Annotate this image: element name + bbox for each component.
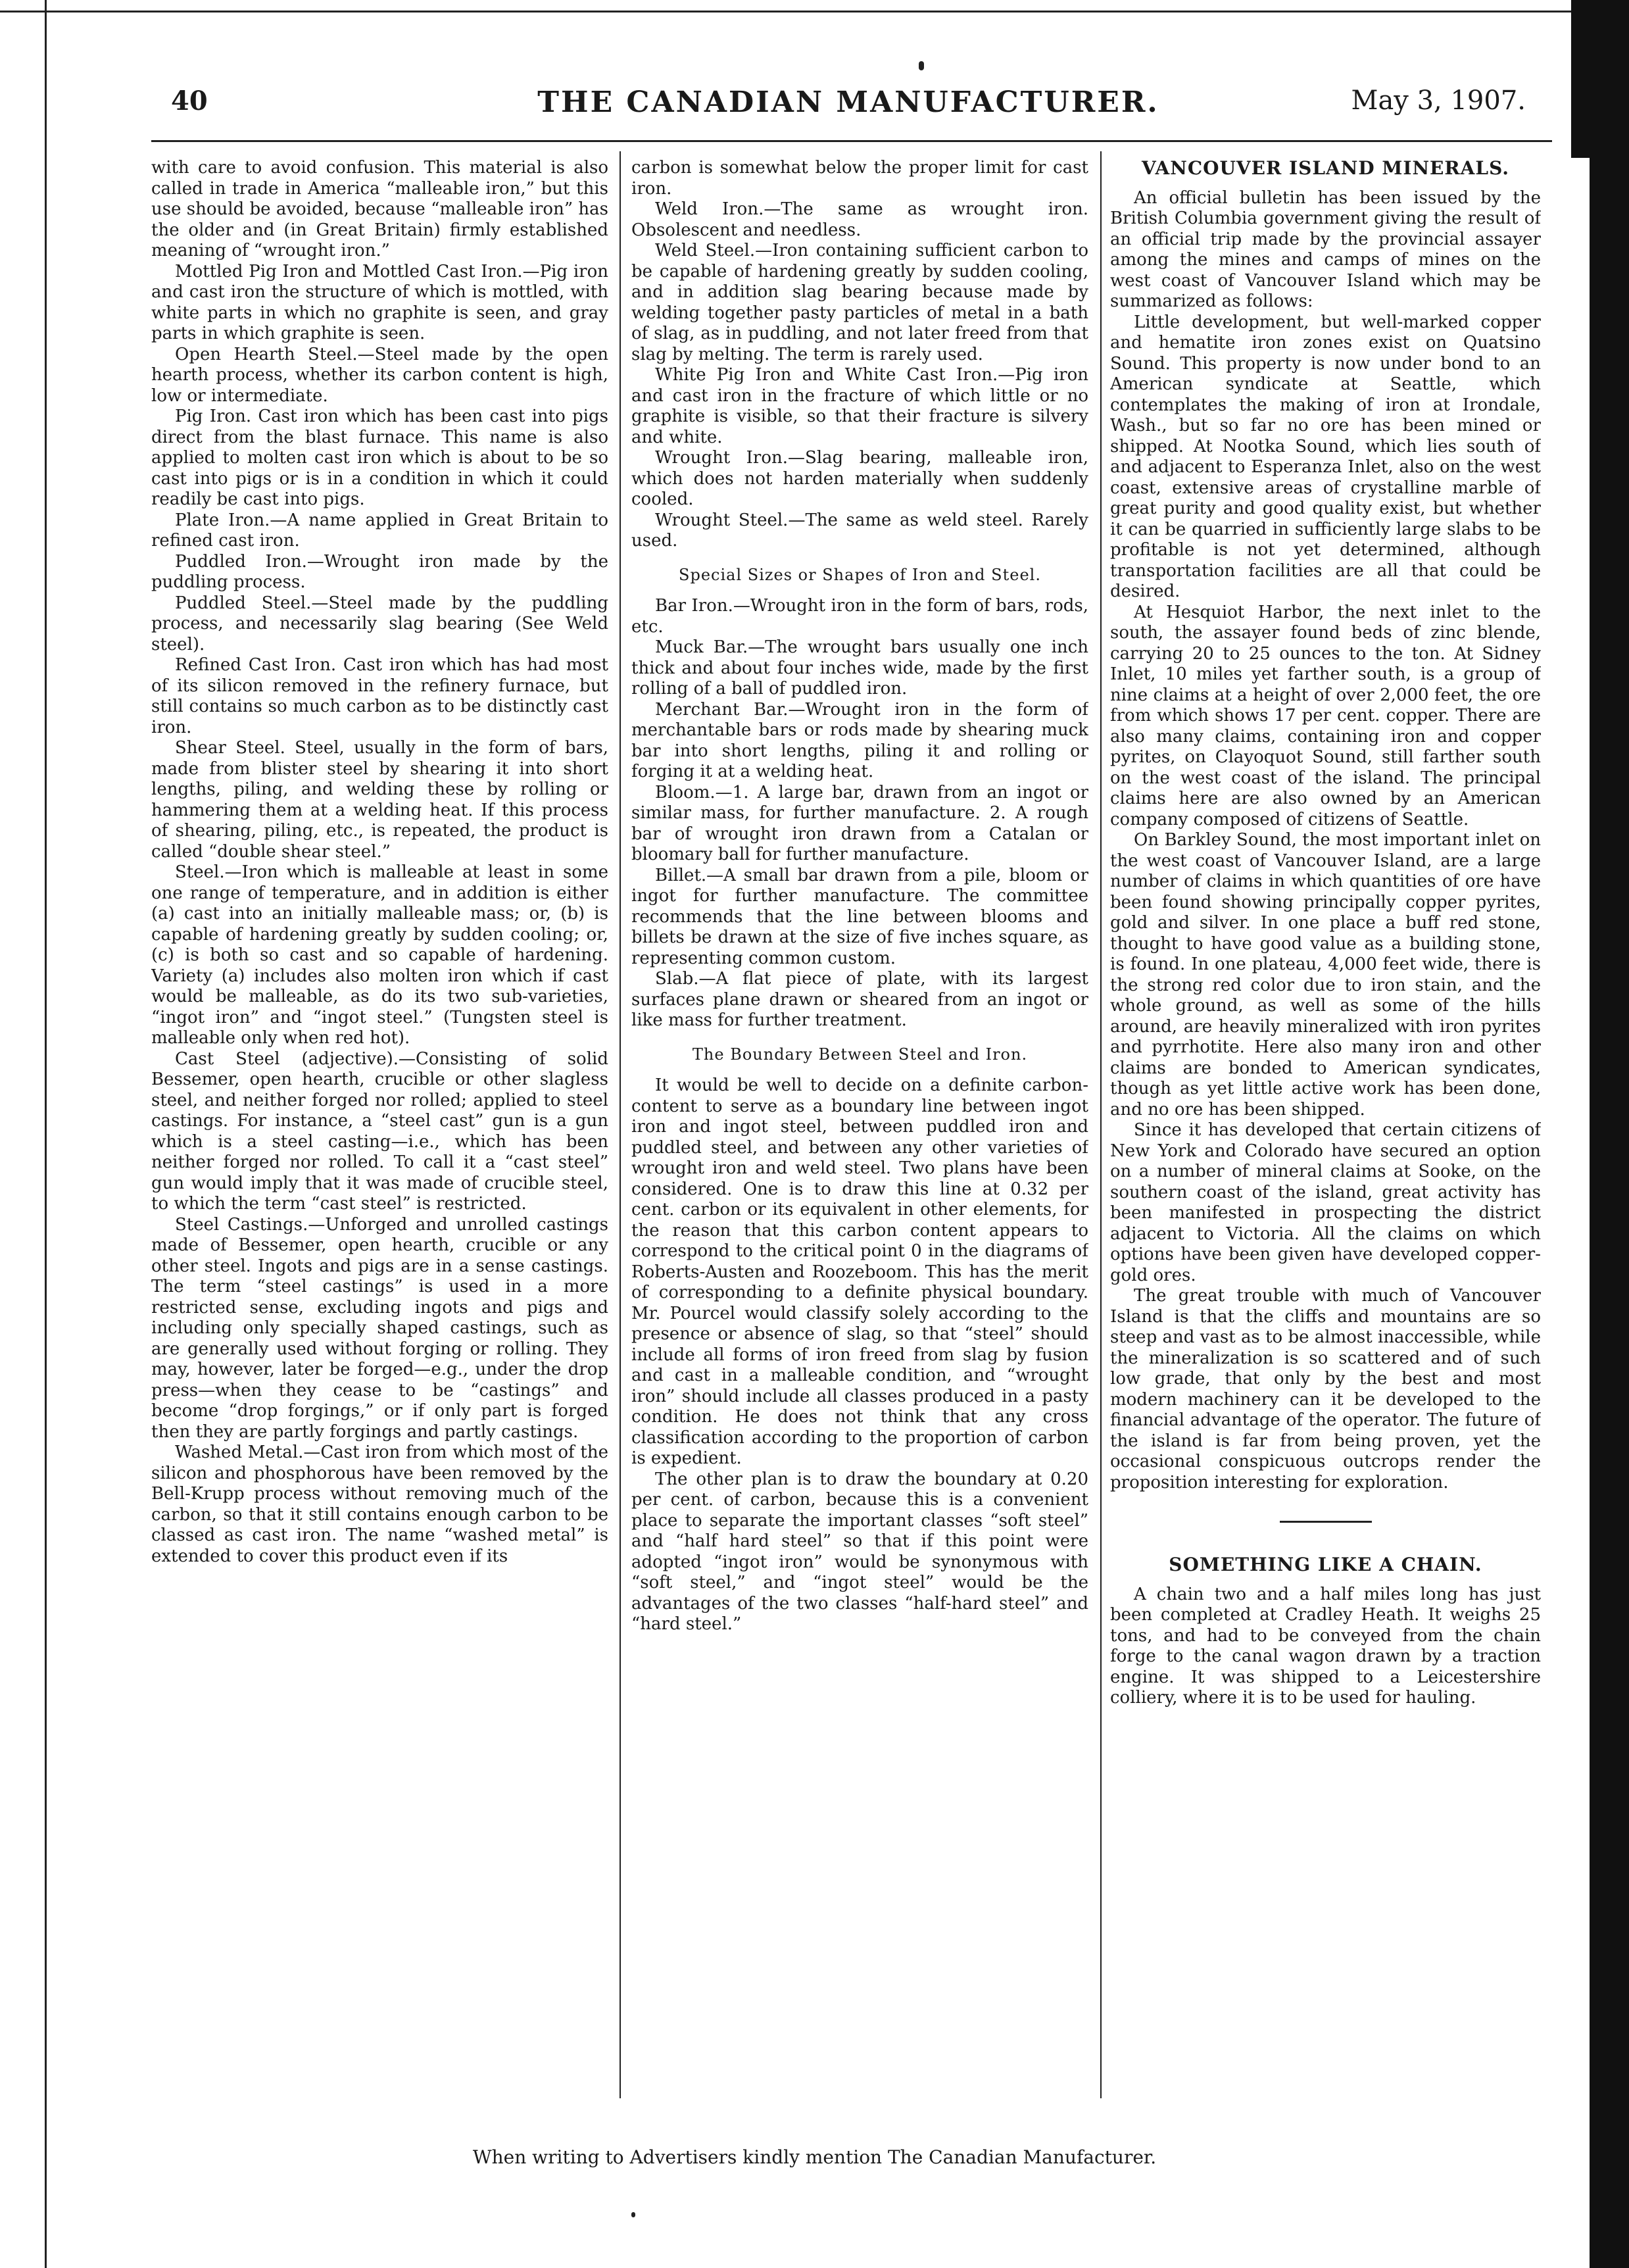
advertiser-footer: When writing to Advertisers kindly mention The Canadian Manufacturer. [472, 2146, 1157, 2168]
issue-date: May 3, 1907. [1351, 86, 1526, 116]
paragraph: Wrought Iron.—Slag bearing, malleable iron, which does not harden materially when suddenly cooled. [631, 448, 1088, 509]
paragraph: Puddled Steel.—Steel made by the puddling process, and necessarily slag bearing (See Weld steel). [151, 593, 608, 654]
paragraph: A chain two and a half miles long has just been completed at Cradley Heath. It weighs 25 tons, and had to be conveyed from the chain forge to the canal wagon drawn by a traction engine. It was shipped to a Leicestershire colliery, where it is to be used for hauling. [1110, 1584, 1541, 1708]
ink-mark [631, 2212, 635, 2217]
paragraph: Open Hearth Steel.—Steel made by the open hearth process, whether its carbon content is high, low or intermediate. [151, 344, 608, 406]
paragraph: Shear Steel. Steel, usually in the form of bars, made from blister steel by shearing it into short lengths, piling, and welding these by rolling or hammering them at a welding heat. If this process of shearing, piling, etc., is repeated, the product is called “double shear steel.” [151, 738, 608, 862]
page-header [171, 86, 1526, 138]
left-border [45, 0, 47, 2268]
paragraph: At Hesquiot Harbor, the next inlet to the south, the assayer found beds of zinc blende, carrying 20 to 25 ounces to the ton. At Sidney Inlet, 10 miles yet farther south, is a group of nine claims at a height of over 2,000 feet, the ore from which shows 17 per cent. copper. There are also many claims, containing iron and copper pyrites, on Clayoquot Sound, still farther south on the west coast of the island. The principal claims here are also owned by an American company composed of citizens of Seattle. [1110, 602, 1541, 829]
paragraph: Weld Iron.—The same as wrought iron. Obsolescent and needless. [631, 199, 1088, 240]
paragraph: Bar Iron.—Wrought iron in the form of bars, rods, etc. [631, 596, 1088, 637]
article-heading-chain: SOMETHING LIKE A CHAIN. [1169, 1554, 1482, 1575]
paragraph: Cast Steel (adjective).—Consisting of solid Bessemer, open hearth, crucible or other slagless steel, and neither forged nor rolled; applied to steel castings. For instance, a “steel cast” gun is a gun which is a steel casting—i.e., which has been neither forged nor rolled. To call it a “cast steel” gun would imply that it was made of crucible steel, to which the term “cast steel” is restricted. [151, 1048, 608, 1214]
article-heading-vancouver: VANCOUVER ISLAND MINERALS. [1141, 158, 1510, 179]
paragraph: Steel.—Iron which is malleable at least in some one range of temperature, and in addition is either (a) cast into an initially malleable mass; or, (b) is capable of hardening greatly by sudden cooling; or, (c) is both so cast and so capable of hardening. Variety (a) includes also molten iron which if cast would be malleable, as do its two sub-varieties, “ingot iron” and “ingot steel.” (Tungsten steel is malleable only when red hot). [151, 862, 608, 1048]
publication-title: THE CANADIAN MANUFACTURER. [537, 86, 1159, 119]
paragraph: Merchant Bar.—Wrought iron in the form of merchantable bars or rods made by shearing muck bar into short lengths, piling it and rolling or forging it at a welding heat. [631, 699, 1088, 781]
section-heading-boundary: The Boundary Between Steel and Iron. [692, 1045, 1028, 1064]
paragraph: Wrought Steel.—The same as weld steel. Rarely used. [631, 510, 1088, 551]
paragraph: Little development, but well-marked copper and hematite iron zones exist on Quatsino Sound. This property is now under bond to an American syndicate at Seattle, which contemplates the making of iron at Irondale, Wash., but so far no ore has been mined or shipped. At Nootka Sound, which lies south of and adjacent to Esperanza Inlet, also on the west coast, extensive areas of crystalline marble of great purity and good quality exist, but whether it can be quarried in sufficiently large slabs to be profitable is not yet determined, although transportation facilities are all that could be desired. [1110, 312, 1541, 601]
paragraph: Since it has developed that certain citizens of New York and Colorado have secured an option on a number of mineral claims at Sooke, on the southern coast of the island, great activity has been manifested in prospecting the district adjacent to Victoria. All the claims on which options have been given have developed copper-gold ores. [1110, 1120, 1541, 1285]
top-border [0, 11, 1578, 12]
paragraph: with care to avoid confusion. This material is also called in trade in America “malleable iron,” but this use should be avoided, because “malleable iron” has the older and (in Great Britain) firmly established meaning of “wrought iron.” [151, 158, 608, 260]
paragraph: The other plan is to draw the boundary at 0.20 per cent. of carbon, because this is a convenient place to separate the important classes “soft steel” and “half hard steel” so that if this point were adopted “ingot iron” would be synonymous with “soft steel,” and “ingot steel” would be the advantages of the two classes “half-hard steel” and “hard steel.” [631, 1469, 1088, 1634]
scan-edge-notch [1571, 0, 1590, 158]
paragraph: Plate Iron.—A name applied in Great Britain to refined cast iron. [151, 510, 608, 551]
paragraph: Puddled Iron.—Wrought iron made by the puddling process. [151, 551, 608, 592]
paragraph: Slab.—A flat piece of plate, with its largest surfaces plane drawn or sheared from an ingot or like mass for further treatment. [631, 969, 1088, 1030]
column-divider-2 [1100, 151, 1102, 2098]
column-3 [1110, 158, 1541, 2094]
paragraph: Billet.—A small bar drawn from a pile, bloom or ingot for further manufacture. The committee recommends that the line between blooms and billets be drawn at the size of five inches square, as representing common custom. [631, 865, 1088, 968]
column-2 [631, 158, 1088, 2094]
paragraph: Washed Metal.—Cast iron from which most of the silicon and phosphorous have been removed by the Bell-Krupp process without removing much of the carbon, so that it still contains enough carbon to be classed as cast iron. The name “washed metal” is extended to cover this product even if its [151, 1442, 608, 1566]
paragraph: On Barkley Sound, the most important inlet on the west coast of Vancouver Island, are a large number of claims in which quantities of ore have been found showing principally copper pyrites, gold and silver. In one place a buff red stone, thought to have good value as a building stone, is found. In one plateau, 4,000 feet wide, there is the strong red color due to iron stain, and the whole ground, as well as some of the hills around, are heavily mineralized with iron pyrites and pyrrhotite. Here also many iron and other claims are bonded to American syndicates, though as yet little active work has been done, and no ore has been shipped. [1110, 830, 1541, 1120]
ink-mark [919, 61, 924, 70]
paragraph: White Pig Iron and White Cast Iron.—Pig iron and cast iron in the fracture of which little or no graphite is visible, so that their fracture is silvery and white. [631, 365, 1088, 447]
section-heading-special-sizes: Special Sizes or Shapes of Iron and Steel. [679, 565, 1041, 584]
column-divider-1 [620, 151, 621, 2098]
paragraph: Steel Castings.—Unforged and unrolled castings made of Bessemer, open hearth, crucible or any other steel. Ingots and pigs are in a sense castings. The term “steel castings” is used in a more restricted sense, excluding ingots and pigs and including only specially shaped castings, such as are generally used without forging or rolling. They may, however, later be forged—e.g., under the drop press—when they cease to be “castings” and become “drop forgings,” or if only part is forged then they are partly forgings and partly castings. [151, 1214, 608, 1442]
page-number: 40 [171, 86, 208, 116]
paragraph: Muck Bar.—The wrought bars usually one inch thick and about four inches wide, made by the first rolling of a ball of puddled iron. [631, 637, 1088, 699]
paragraph: Bloom.—1. A large bar, drawn from an ingot or similar mass, for further manufacture. 2. A rough bar of wrought iron drawn from a Catalan or bloomary ball for further manufacture. [631, 782, 1088, 864]
paragraph: carbon is somewhat below the proper limit for cast iron. [631, 158, 1088, 199]
scan-dark-edge [1590, 0, 1629, 2268]
paragraph: Pig Iron. Cast iron which has been cast into pigs direct from the blast furnace. This name is also applied to molten cast iron which is about to be so cast into pigs or is in a condition in which it could readily be cast into pigs. [151, 407, 608, 509]
paragraph: Mottled Pig Iron and Mottled Cast Iron.—Pig iron and cast iron the structure of which is mottled, with white parts in which no graphite is seen, and gray parts in which graphite is seen. [151, 261, 608, 343]
article-separator-rule [1280, 1521, 1372, 1523]
paragraph: It would be well to decide on a definite carbon-content to serve as a boundary line between ingot iron and ingot steel, between puddled iron and puddled steel, and between any other varieties of wrought iron and weld steel. Two plans have been considered. One is to draw this line at 0.32 per cent. carbon or its equivalent in other elements, for the reason that this carbon content appears to correspond to the critical point 0 in the diagrams of Roberts-Austen and Roozeboom. This has the merit of corresponding to a definite physical boundary. Mr. Pourcel would classify solely according to the presence or absence of slag, so that “steel” should include all forms of iron freed from slag by fusion and cast in a malleable condition, and “wrought iron” should include all classes produced in a pasty condition. He does not think that any cross classification according to the proportion of carbon is expedient. [631, 1075, 1088, 1468]
column-1 [151, 158, 608, 2094]
paragraph: Weld Steel.—Iron containing sufficient carbon to be capable of hardening greatly by sudden cooling, and in addition slag bearing because made by welding together pasty particles of metal in a bath of slag, as in puddling, and not later freed from that slag by melting. The term is rarely used. [631, 241, 1088, 364]
paragraph: An official bulletin has been issued by the British Columbia government giving the result of an official trip made by the provincial assayer among the mines and camps of mines on the west coast of Vancouver Island which may be summarized as follows: [1110, 187, 1541, 311]
header-rule [151, 140, 1552, 142]
paragraph: Refined Cast Iron. Cast iron which has had most of its silicon removed in the refinery furnace, but still contains so much carbon as to be distinctly cast iron. [151, 655, 608, 737]
paragraph: The great trouble with much of Vancouver Island is that the cliffs and mountains are so steep and vast as to be almost inaccessible, while the mineralization is so scattered and of such low grade, that only by the best and most modern machinery can it be developed to the financial advantage of the operator. The future of the island is far from being proven, yet the occasional conspicuous outcrops render the proposition interesting for exploration. [1110, 1286, 1541, 1492]
